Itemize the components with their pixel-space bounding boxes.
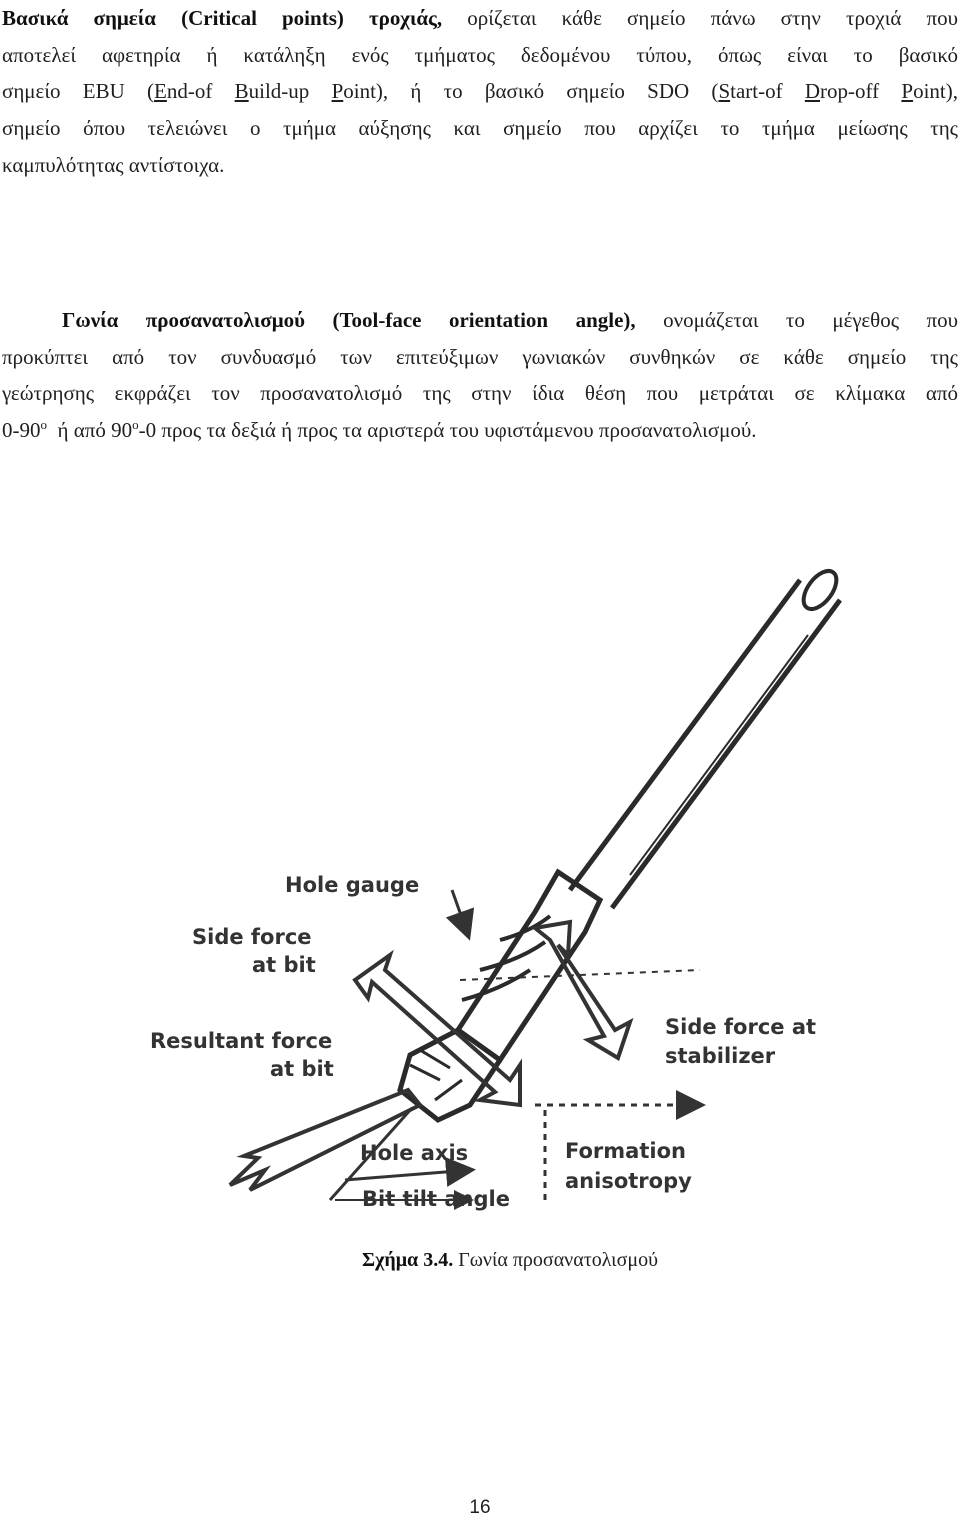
text-run: oint), [913,79,958,104]
paragraph-toolface-angle [2,302,958,449]
underlined-letter: P [901,79,914,104]
label-resultant-force-2: at bit [270,1057,334,1081]
underlined-letter: P [331,79,344,104]
page-number: 16 [469,1497,491,1518]
paragraph-text: ορίζεται κάθε σημείο πάνω στην τροχιά που [442,6,958,30]
label-side-force-stabilizer-2: stabilizer [665,1044,776,1068]
figure-caption [0,1246,960,1274]
paragraph-line: προκύπτει από τον συνδυασμό των επιτεύξιμων γωνιακών συνθηκών σε κάθε σημείο της [2,344,958,369]
underlined-letter: D [804,79,821,104]
text-run: oint), ή το βασικό σημείο SDO ( [343,79,719,104]
text-run: 0-90 [2,418,41,443]
paragraph-line: γεώτρησης εκφράζει τον προσανατολισμό της στην ίδια θέση που μετράται σε κλίμακα από [2,381,958,406]
text-run: nd-of [166,79,235,104]
degree-superscript: o [40,417,47,433]
paragraph-line [2,0,958,37]
label-formation: Formation [565,1139,686,1163]
paragraph-line [2,412,958,449]
drill-bit-diagram [140,560,860,1220]
label-bit-tilt-angle: Bit tilt angle [362,1187,510,1211]
underlined-letter: B [234,79,249,104]
underlined-letter: E [154,79,167,104]
hole-axis-pointer [345,1170,470,1180]
text-run: -0 προς τα δεξιά ή προς τα αριστερά του υφιστάμενου προσανατολισμού. [138,418,757,443]
hole-gauge-pointer [452,890,468,935]
text-run: tart-of [730,79,805,104]
text-run: uild-up [248,79,332,104]
label-side-force-stabilizer: Side force at [665,1015,817,1039]
paragraph-line: σημείο όπου τελειώνει ο τμήμα αύξησης και σημείο που αρχίζει το τμήμα μείωσης της [2,116,958,141]
paragraph-text: ονομάζεται το μέγεθος που [635,308,958,332]
caption-text: Γωνία προσανατολισμού [453,1249,658,1271]
side-force-bit-arrow [355,955,520,1105]
label-hole-axis: Hole axis [360,1141,469,1165]
paragraph-critical-points [2,0,958,184]
caption-label: Σχήμα 3.4. [362,1249,454,1271]
paragraph-line [2,73,958,110]
degree-superscript: o [132,417,139,433]
figure-toolface-diagram [140,560,860,1220]
term-critical-points: Βασικά σημεία (Critical points) τροχιάς, [2,6,443,30]
text-run: rop-off [820,79,902,104]
paragraph-line [2,302,958,339]
term-toolface-angle: Γωνία προσανατολισμού (Tool-face orientation angle), [62,308,636,332]
text-run: σημείο EBU ( [2,79,155,104]
label-resultant-force: Resultant force [150,1029,333,1053]
drill-pipe [570,565,843,908]
stabilizer [458,872,600,1060]
text-run: ή από 90 [47,418,133,443]
paragraph-line: αποτελεί αφετηρία ή κατάληξη ενός τμήματος δεδομένου τύπου, όπως είναι το βασικό [2,42,958,67]
paragraph-line: καμπυλότητας αντίστοιχα. [2,152,225,177]
underlined-letter: S [718,79,731,104]
label-anisotropy: anisotropy [565,1169,692,1193]
label-side-force-bit: Side force [192,925,312,949]
label-side-force-bit-2: at bit [252,953,316,977]
label-hole-gauge: Hole gauge [285,873,420,897]
